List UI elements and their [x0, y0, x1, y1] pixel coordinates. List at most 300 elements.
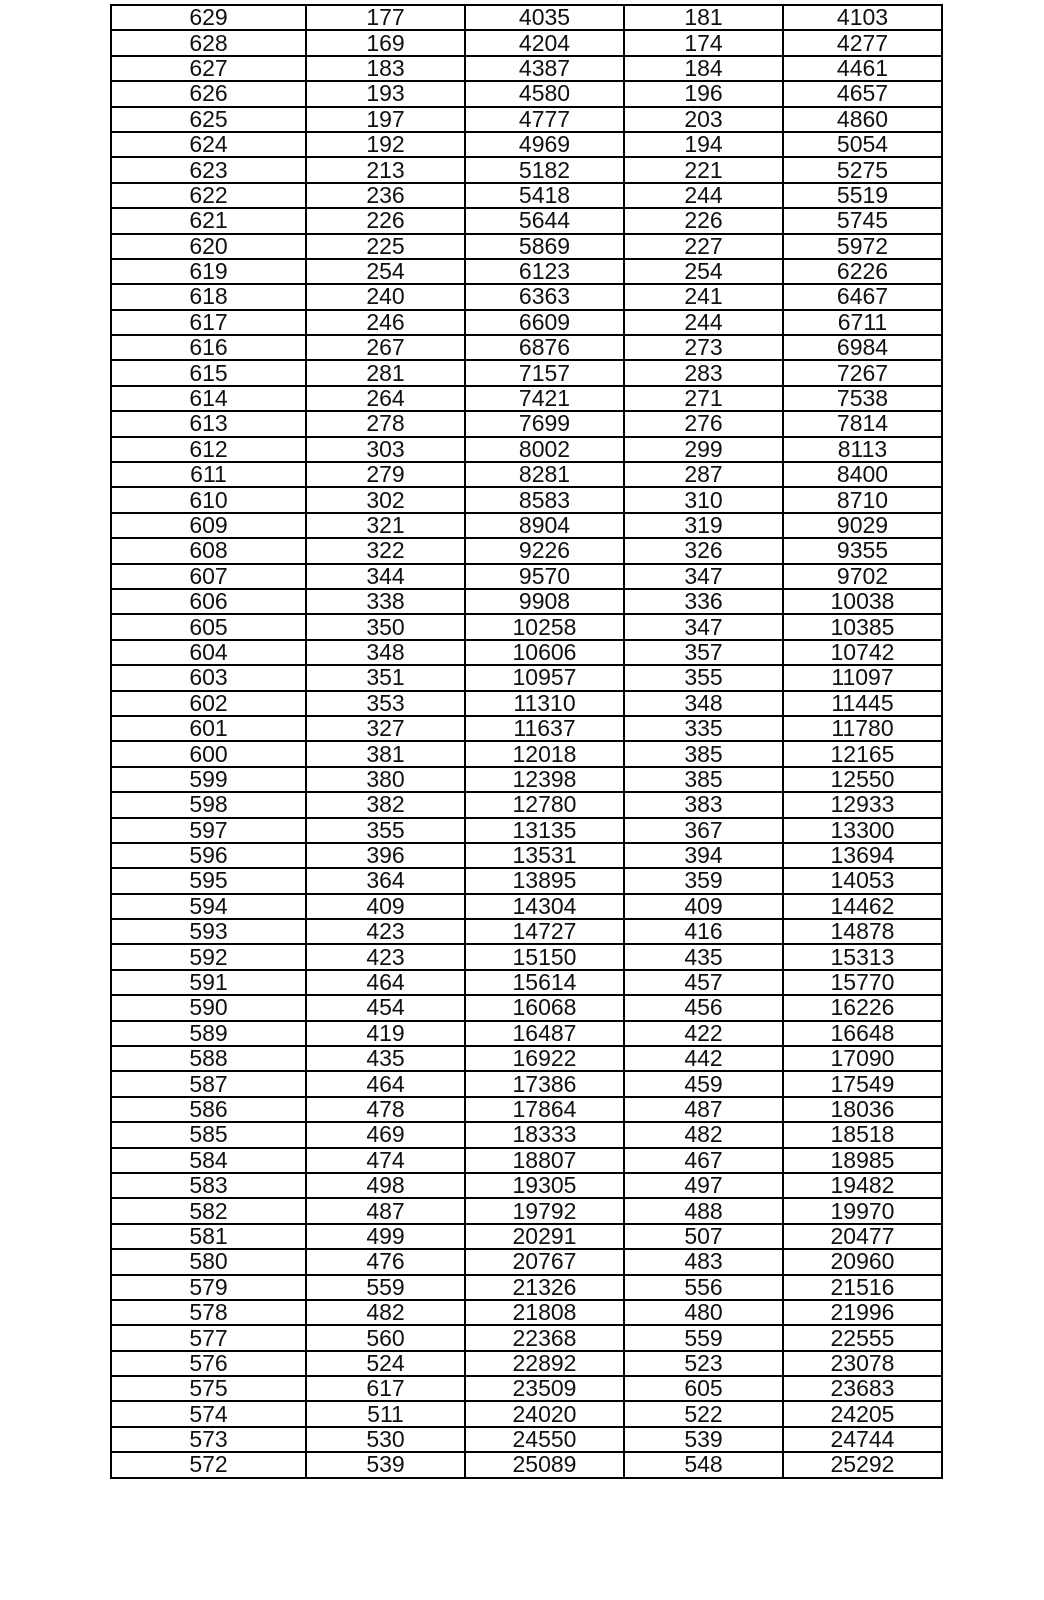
cumulative-a-cell: 9226: [465, 538, 624, 563]
count-b-cell: 605: [624, 1376, 783, 1401]
table-row: [111, 310, 942, 335]
cumulative-a-cell: 12018: [465, 741, 624, 766]
count-b-cell: 184: [624, 56, 783, 81]
count-a-cell: 419: [306, 1021, 465, 1046]
table-row: [111, 868, 942, 893]
count-a-cell: 423: [306, 919, 465, 944]
table-row: [111, 589, 942, 614]
count-b-cell: 383: [624, 792, 783, 817]
count-a-cell: 303: [306, 437, 465, 462]
cumulative-b-cell: 6226: [783, 259, 942, 284]
score-cell: 588: [111, 1046, 306, 1071]
score-cell: 602: [111, 691, 306, 716]
score-cell: 605: [111, 614, 306, 639]
cumulative-b-cell: 9702: [783, 564, 942, 589]
table-row: [111, 716, 942, 741]
table-row: [111, 81, 942, 106]
cumulative-a-cell: 9908: [465, 589, 624, 614]
score-cell: 589: [111, 1021, 306, 1046]
count-a-cell: 225: [306, 234, 465, 259]
cumulative-b-cell: 18985: [783, 1148, 942, 1173]
score-cell: 616: [111, 335, 306, 360]
score-cell: 608: [111, 538, 306, 563]
count-a-cell: 350: [306, 614, 465, 639]
table-row: [111, 1071, 942, 1096]
cumulative-a-cell: 15150: [465, 944, 624, 969]
table-row: [111, 513, 942, 538]
count-b-cell: 459: [624, 1071, 783, 1096]
cumulative-b-cell: 11445: [783, 691, 942, 716]
cumulative-b-cell: 5519: [783, 183, 942, 208]
count-b-cell: 422: [624, 1021, 783, 1046]
score-cell: 579: [111, 1275, 306, 1300]
cumulative-b-cell: 23683: [783, 1376, 942, 1401]
count-a-cell: 351: [306, 665, 465, 690]
score-cell: 617: [111, 310, 306, 335]
table-row: [111, 360, 942, 385]
cumulative-b-cell: 5972: [783, 234, 942, 259]
cumulative-a-cell: 7699: [465, 411, 624, 436]
score-cell: 583: [111, 1173, 306, 1198]
cumulative-a-cell: 6123: [465, 259, 624, 284]
cumulative-a-cell: 15614: [465, 970, 624, 995]
cumulative-a-cell: 6609: [465, 310, 624, 335]
cumulative-b-cell: 5745: [783, 208, 942, 233]
table-row: [111, 487, 942, 512]
table-row: [111, 1401, 942, 1426]
score-cell: 623: [111, 157, 306, 182]
count-b-cell: 299: [624, 437, 783, 462]
count-b-cell: 409: [624, 894, 783, 919]
count-b-cell: 276: [624, 411, 783, 436]
table-row: [111, 1148, 942, 1173]
cumulative-b-cell: 8400: [783, 462, 942, 487]
count-b-cell: 319: [624, 513, 783, 538]
count-a-cell: 454: [306, 995, 465, 1020]
count-a-cell: 355: [306, 818, 465, 843]
score-cell: 586: [111, 1097, 306, 1122]
cumulative-b-cell: 18518: [783, 1122, 942, 1147]
count-b-cell: 227: [624, 234, 783, 259]
count-a-cell: 236: [306, 183, 465, 208]
count-b-cell: 271: [624, 386, 783, 411]
count-b-cell: 357: [624, 640, 783, 665]
cumulative-b-cell: 16226: [783, 995, 942, 1020]
cumulative-a-cell: 9570: [465, 564, 624, 589]
count-b-cell: 174: [624, 30, 783, 55]
cumulative-a-cell: 8002: [465, 437, 624, 462]
count-a-cell: 382: [306, 792, 465, 817]
table-row: [111, 944, 942, 969]
table-row: [111, 1097, 942, 1122]
count-b-cell: 347: [624, 564, 783, 589]
count-a-cell: 226: [306, 208, 465, 233]
count-a-cell: 193: [306, 81, 465, 106]
count-a-cell: 511: [306, 1401, 465, 1426]
count-a-cell: 559: [306, 1275, 465, 1300]
cumulative-b-cell: 11097: [783, 665, 942, 690]
count-a-cell: 321: [306, 513, 465, 538]
cumulative-b-cell: 7538: [783, 386, 942, 411]
table-row: [111, 1198, 942, 1223]
count-b-cell: 310: [624, 487, 783, 512]
count-a-cell: 524: [306, 1351, 465, 1376]
cumulative-b-cell: 9029: [783, 513, 942, 538]
count-b-cell: 355: [624, 665, 783, 690]
table-row: [111, 259, 942, 284]
count-b-cell: 522: [624, 1401, 783, 1426]
count-a-cell: 240: [306, 284, 465, 309]
cumulative-b-cell: 4860: [783, 107, 942, 132]
count-b-cell: 283: [624, 360, 783, 385]
cumulative-a-cell: 4777: [465, 107, 624, 132]
cumulative-b-cell: 12165: [783, 741, 942, 766]
cumulative-a-cell: 17386: [465, 1071, 624, 1096]
score-cell: 591: [111, 970, 306, 995]
count-a-cell: 423: [306, 944, 465, 969]
cumulative-b-cell: 21996: [783, 1300, 942, 1325]
count-a-cell: 396: [306, 843, 465, 868]
count-a-cell: 539: [306, 1452, 465, 1477]
score-cell: 582: [111, 1198, 306, 1223]
count-a-cell: 327: [306, 716, 465, 741]
score-cell: 585: [111, 1122, 306, 1147]
table-row: [111, 132, 942, 157]
table-row: [111, 1021, 942, 1046]
count-b-cell: 221: [624, 157, 783, 182]
table-row: [111, 1452, 942, 1477]
cumulative-a-cell: 20291: [465, 1224, 624, 1249]
count-b-cell: 181: [624, 5, 783, 30]
count-b-cell: 326: [624, 538, 783, 563]
score-cell: 599: [111, 767, 306, 792]
cumulative-a-cell: 12398: [465, 767, 624, 792]
count-a-cell: 487: [306, 1198, 465, 1223]
cumulative-a-cell: 13895: [465, 868, 624, 893]
count-a-cell: 469: [306, 1122, 465, 1147]
count-b-cell: 359: [624, 868, 783, 893]
cumulative-a-cell: 17864: [465, 1097, 624, 1122]
cumulative-b-cell: 19482: [783, 1173, 942, 1198]
count-b-cell: 442: [624, 1046, 783, 1071]
cumulative-b-cell: 20477: [783, 1224, 942, 1249]
table-row: [111, 640, 942, 665]
table-row: [111, 691, 942, 716]
score-cell: 621: [111, 208, 306, 233]
table-row: [111, 1046, 942, 1071]
cumulative-a-cell: 10258: [465, 614, 624, 639]
table-row: [111, 564, 942, 589]
cumulative-b-cell: 23078: [783, 1351, 942, 1376]
score-cell: 572: [111, 1452, 306, 1477]
table-row: [111, 970, 942, 995]
cumulative-a-cell: 6363: [465, 284, 624, 309]
score-cell: 594: [111, 894, 306, 919]
table-row: [111, 894, 942, 919]
cumulative-b-cell: 19970: [783, 1198, 942, 1223]
cumulative-b-cell: 24744: [783, 1427, 942, 1452]
table-row: [111, 1376, 942, 1401]
cumulative-a-cell: 13531: [465, 843, 624, 868]
count-a-cell: 499: [306, 1224, 465, 1249]
score-cell: 618: [111, 284, 306, 309]
table-row: [111, 107, 942, 132]
cumulative-b-cell: 6984: [783, 335, 942, 360]
table-row: [111, 183, 942, 208]
cumulative-a-cell: 14304: [465, 894, 624, 919]
table-row: [111, 5, 942, 30]
score-cell: 609: [111, 513, 306, 538]
table-row: [111, 919, 942, 944]
cumulative-a-cell: 8281: [465, 462, 624, 487]
count-b-cell: 548: [624, 1452, 783, 1477]
count-b-cell: 194: [624, 132, 783, 157]
cumulative-a-cell: 18807: [465, 1148, 624, 1173]
count-a-cell: 322: [306, 538, 465, 563]
cumulative-a-cell: 5644: [465, 208, 624, 233]
cumulative-b-cell: 16648: [783, 1021, 942, 1046]
score-cell: 628: [111, 30, 306, 55]
count-b-cell: 335: [624, 716, 783, 741]
score-cell: 612: [111, 437, 306, 462]
cumulative-b-cell: 9355: [783, 538, 942, 563]
cumulative-a-cell: 24020: [465, 1401, 624, 1426]
count-a-cell: 617: [306, 1376, 465, 1401]
cumulative-a-cell: 22892: [465, 1351, 624, 1376]
score-cell: 627: [111, 56, 306, 81]
cumulative-a-cell: 18333: [465, 1122, 624, 1147]
table-row: [111, 157, 942, 182]
table-row: [111, 614, 942, 639]
cumulative-a-cell: 6876: [465, 335, 624, 360]
cumulative-a-cell: 4969: [465, 132, 624, 157]
count-a-cell: 348: [306, 640, 465, 665]
cumulative-b-cell: 4103: [783, 5, 942, 30]
count-a-cell: 254: [306, 259, 465, 284]
count-b-cell: 287: [624, 462, 783, 487]
count-a-cell: 474: [306, 1148, 465, 1173]
cumulative-b-cell: 10385: [783, 614, 942, 639]
table-row: [111, 1249, 942, 1274]
table-row: [111, 234, 942, 259]
count-a-cell: 197: [306, 107, 465, 132]
count-b-cell: 196: [624, 81, 783, 106]
cumulative-a-cell: 5418: [465, 183, 624, 208]
count-a-cell: 278: [306, 411, 465, 436]
count-b-cell: 244: [624, 310, 783, 335]
count-a-cell: 267: [306, 335, 465, 360]
score-cell: 626: [111, 81, 306, 106]
score-cell: 584: [111, 1148, 306, 1173]
table-row: [111, 56, 942, 81]
count-a-cell: 169: [306, 30, 465, 55]
cumulative-b-cell: 24205: [783, 1401, 942, 1426]
score-cell: 596: [111, 843, 306, 868]
cumulative-b-cell: 6467: [783, 284, 942, 309]
count-a-cell: 498: [306, 1173, 465, 1198]
cumulative-b-cell: 15770: [783, 970, 942, 995]
score-cell: 592: [111, 944, 306, 969]
cumulative-b-cell: 4657: [783, 81, 942, 106]
table-row: [111, 437, 942, 462]
cumulative-b-cell: 8710: [783, 487, 942, 512]
count-b-cell: 483: [624, 1249, 783, 1274]
cumulative-b-cell: 5275: [783, 157, 942, 182]
cumulative-a-cell: 8583: [465, 487, 624, 512]
count-a-cell: 482: [306, 1300, 465, 1325]
cumulative-b-cell: 4277: [783, 30, 942, 55]
count-b-cell: 559: [624, 1325, 783, 1350]
cumulative-a-cell: 4387: [465, 56, 624, 81]
table-row: [111, 538, 942, 563]
score-cell: 613: [111, 411, 306, 436]
count-b-cell: 480: [624, 1300, 783, 1325]
table-row: [111, 1275, 942, 1300]
cumulative-a-cell: 13135: [465, 818, 624, 843]
score-cell: 604: [111, 640, 306, 665]
cumulative-b-cell: 11780: [783, 716, 942, 741]
cumulative-a-cell: 21808: [465, 1300, 624, 1325]
cumulative-a-cell: 11637: [465, 716, 624, 741]
cumulative-b-cell: 15313: [783, 944, 942, 969]
count-b-cell: 488: [624, 1198, 783, 1223]
cumulative-b-cell: 8113: [783, 437, 942, 462]
score-cell: 580: [111, 1249, 306, 1274]
score-distribution-table: [110, 4, 943, 1479]
count-a-cell: 177: [306, 5, 465, 30]
count-a-cell: 476: [306, 1249, 465, 1274]
count-b-cell: 336: [624, 589, 783, 614]
table-row: [111, 1173, 942, 1198]
count-b-cell: 482: [624, 1122, 783, 1147]
cumulative-b-cell: 4461: [783, 56, 942, 81]
count-b-cell: 394: [624, 843, 783, 868]
count-b-cell: 244: [624, 183, 783, 208]
score-cell: 611: [111, 462, 306, 487]
score-cell: 587: [111, 1071, 306, 1096]
score-cell: 614: [111, 386, 306, 411]
cumulative-a-cell: 10606: [465, 640, 624, 665]
table-row: [111, 386, 942, 411]
count-b-cell: 348: [624, 691, 783, 716]
cumulative-a-cell: 5869: [465, 234, 624, 259]
cumulative-a-cell: 22368: [465, 1325, 624, 1350]
count-b-cell: 385: [624, 741, 783, 766]
count-a-cell: 478: [306, 1097, 465, 1122]
score-cell: 581: [111, 1224, 306, 1249]
cumulative-a-cell: 7157: [465, 360, 624, 385]
count-a-cell: 246: [306, 310, 465, 335]
count-b-cell: 254: [624, 259, 783, 284]
count-b-cell: 556: [624, 1275, 783, 1300]
table-row: [111, 767, 942, 792]
score-cell: 606: [111, 589, 306, 614]
table-row: [111, 792, 942, 817]
score-cell: 622: [111, 183, 306, 208]
count-a-cell: 464: [306, 1071, 465, 1096]
cumulative-a-cell: 4035: [465, 5, 624, 30]
cumulative-b-cell: 21516: [783, 1275, 942, 1300]
score-cell: 620: [111, 234, 306, 259]
score-cell: 615: [111, 360, 306, 385]
score-cell: 593: [111, 919, 306, 944]
count-a-cell: 381: [306, 741, 465, 766]
count-a-cell: 338: [306, 589, 465, 614]
score-cell: 574: [111, 1401, 306, 1426]
table-row: [111, 30, 942, 55]
count-b-cell: 347: [624, 614, 783, 639]
cumulative-a-cell: 16487: [465, 1021, 624, 1046]
count-b-cell: 507: [624, 1224, 783, 1249]
cumulative-a-cell: 19305: [465, 1173, 624, 1198]
cumulative-b-cell: 14053: [783, 868, 942, 893]
table-row: [111, 818, 942, 843]
cumulative-b-cell: 25292: [783, 1452, 942, 1477]
count-a-cell: 192: [306, 132, 465, 157]
cumulative-b-cell: 12933: [783, 792, 942, 817]
count-a-cell: 213: [306, 157, 465, 182]
cumulative-a-cell: 4204: [465, 30, 624, 55]
table-row: [111, 208, 942, 233]
count-b-cell: 497: [624, 1173, 783, 1198]
score-cell: 624: [111, 132, 306, 157]
cumulative-a-cell: 5182: [465, 157, 624, 182]
score-cell: 576: [111, 1351, 306, 1376]
cumulative-b-cell: 10038: [783, 589, 942, 614]
score-cell: 575: [111, 1376, 306, 1401]
cumulative-a-cell: 10957: [465, 665, 624, 690]
table-row: [111, 411, 942, 436]
score-cell: 578: [111, 1300, 306, 1325]
count-b-cell: 241: [624, 284, 783, 309]
cumulative-b-cell: 14878: [783, 919, 942, 944]
cumulative-a-cell: 19792: [465, 1198, 624, 1223]
score-cell: 601: [111, 716, 306, 741]
count-a-cell: 560: [306, 1325, 465, 1350]
count-a-cell: 344: [306, 564, 465, 589]
cumulative-a-cell: 12780: [465, 792, 624, 817]
score-cell: 598: [111, 792, 306, 817]
count-b-cell: 456: [624, 995, 783, 1020]
count-a-cell: 364: [306, 868, 465, 893]
table-body: [111, 5, 942, 1478]
count-b-cell: 457: [624, 970, 783, 995]
score-cell: 577: [111, 1325, 306, 1350]
cumulative-b-cell: 18036: [783, 1097, 942, 1122]
cumulative-b-cell: 22555: [783, 1325, 942, 1350]
score-cell: 607: [111, 564, 306, 589]
table-row: [111, 1224, 942, 1249]
count-b-cell: 226: [624, 208, 783, 233]
cumulative-a-cell: 14727: [465, 919, 624, 944]
count-a-cell: 281: [306, 360, 465, 385]
count-b-cell: 385: [624, 767, 783, 792]
score-cell: 595: [111, 868, 306, 893]
cumulative-b-cell: 13300: [783, 818, 942, 843]
cumulative-b-cell: 20960: [783, 1249, 942, 1274]
count-b-cell: 487: [624, 1097, 783, 1122]
table-row: [111, 1122, 942, 1147]
score-cell: 597: [111, 818, 306, 843]
cumulative-a-cell: 16068: [465, 995, 624, 1020]
count-b-cell: 435: [624, 944, 783, 969]
cumulative-a-cell: 24550: [465, 1427, 624, 1452]
score-cell: 600: [111, 741, 306, 766]
table-row: [111, 843, 942, 868]
cumulative-b-cell: 10742: [783, 640, 942, 665]
cumulative-b-cell: 14462: [783, 894, 942, 919]
table-row: [111, 665, 942, 690]
